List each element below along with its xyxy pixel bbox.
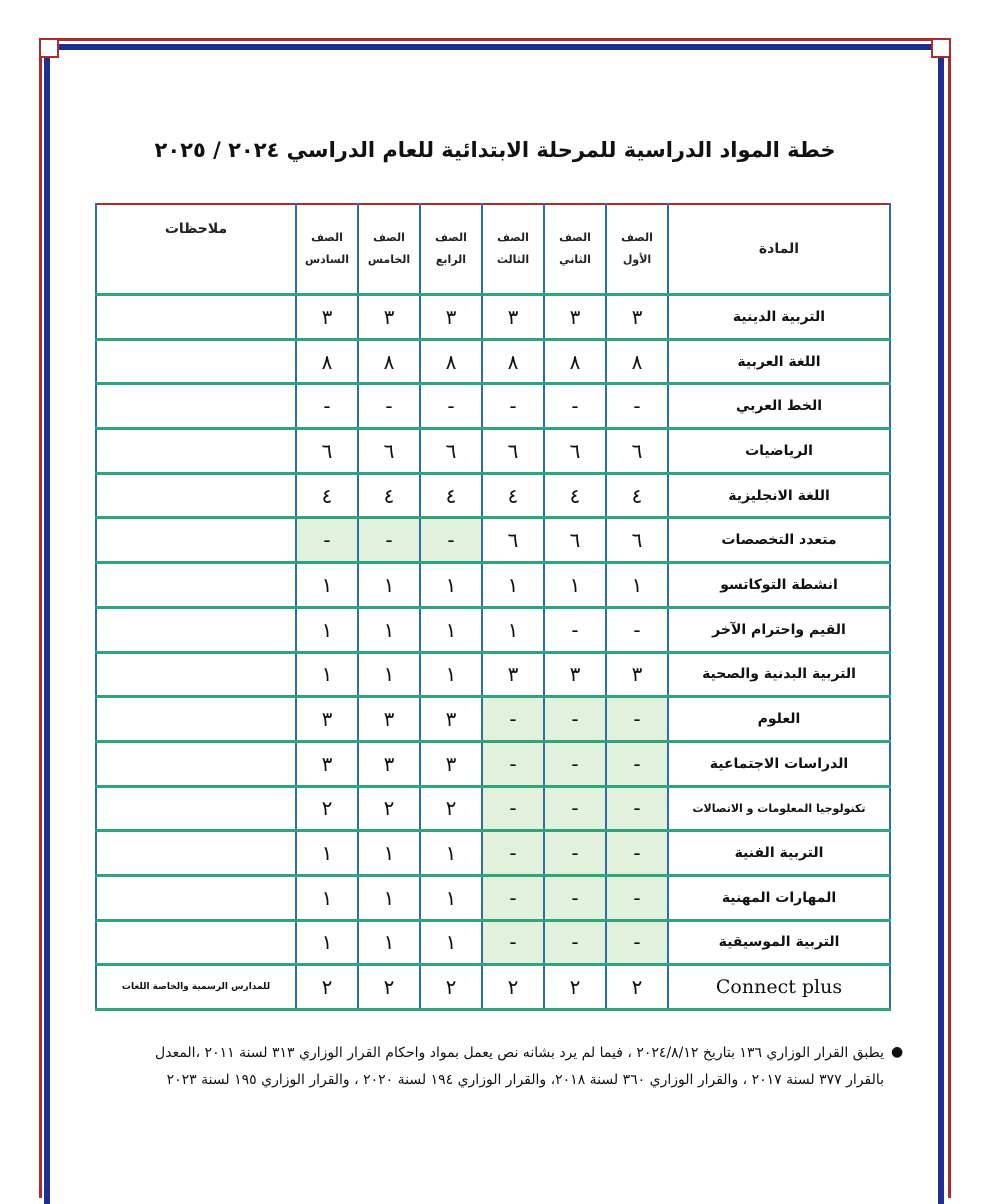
- hours-cell: ٣: [296, 697, 358, 742]
- hours-cell: ٦: [482, 429, 544, 474]
- hours-cell: ١: [358, 652, 420, 697]
- grade-2-header: الصف الثاني: [544, 204, 606, 295]
- hours-cell: -: [482, 697, 544, 742]
- notes-cell: [96, 875, 296, 920]
- hours-cell: ٣: [420, 697, 482, 742]
- hours-cell: ١: [358, 920, 420, 965]
- hours-cell: -: [482, 875, 544, 920]
- hours-cell: ٦: [606, 518, 668, 563]
- hours-cell: -: [544, 920, 606, 965]
- hours-cell: -: [296, 384, 358, 429]
- hours-cell: ١: [296, 875, 358, 920]
- hours-cell: ٤: [482, 473, 544, 518]
- hours-cell: ٢: [544, 965, 606, 1010]
- hours-cell: ٤: [606, 473, 668, 518]
- bullet-icon: ●: [891, 1044, 904, 1060]
- hours-cell: -: [358, 518, 420, 563]
- hours-cell: -: [420, 384, 482, 429]
- hours-cell: ١: [296, 831, 358, 876]
- subject-cell: التربية الموسيقية: [668, 920, 890, 965]
- hours-cell: ٨: [420, 339, 482, 384]
- table-row: [96, 786, 890, 831]
- hours-cell: ١: [420, 563, 482, 608]
- hours-cell: ٦: [606, 429, 668, 474]
- hours-cell: ٢: [606, 965, 668, 1010]
- hours-cell: ٣: [358, 295, 420, 340]
- notes-cell: [96, 518, 296, 563]
- table-row: [96, 965, 890, 1010]
- hours-cell: ٣: [606, 652, 668, 697]
- subject-cell: الخط العربي: [668, 384, 890, 429]
- hours-cell: ١: [420, 875, 482, 920]
- hours-cell: -: [544, 607, 606, 652]
- hours-cell: ٨: [296, 339, 358, 384]
- table-row: [96, 831, 890, 876]
- table-row: [96, 741, 890, 786]
- hours-cell: ١: [606, 563, 668, 608]
- subject-cell: التربية الدينية: [668, 295, 890, 340]
- hours-cell: ١: [358, 563, 420, 608]
- hours-cell: ٣: [544, 295, 606, 340]
- hours-cell: -: [482, 741, 544, 786]
- hours-cell: -: [482, 920, 544, 965]
- hours-cell: ٨: [358, 339, 420, 384]
- subject-cell: اللغة العربية: [668, 339, 890, 384]
- grade-5-header: الصف الخامس: [358, 204, 420, 295]
- footnote: [84, 1040, 884, 1094]
- notes-cell: [96, 741, 296, 786]
- hours-cell: -: [420, 518, 482, 563]
- hours-cell: ٦: [358, 429, 420, 474]
- hours-cell: -: [482, 831, 544, 876]
- hours-cell: ٦: [544, 518, 606, 563]
- footnote-line-2: بالقرار ٣٧٧ لسنة ٢٠١٧ ، والقرار الوزاري ٣٦٠ لسنة ٢٠١٨، والقرار الوزاري ١٩٤ لسنة ٢٠٢٠ ، والقرار الوزاري ١٩٥ لسنة ٢٠٢٣: [166, 1072, 884, 1088]
- hours-cell: ٢: [296, 786, 358, 831]
- hours-cell: ٣: [420, 741, 482, 786]
- grade-3-header: الصف الثالث: [482, 204, 544, 295]
- hours-cell: ١: [296, 920, 358, 965]
- hours-cell: ٣: [606, 295, 668, 340]
- hours-cell: ١: [420, 920, 482, 965]
- hours-cell: ٢: [358, 965, 420, 1010]
- hours-cell: -: [606, 786, 668, 831]
- notes-cell: [96, 563, 296, 608]
- notes-cell: [96, 429, 296, 474]
- hours-cell: ١: [420, 607, 482, 652]
- study-plan-table: [95, 203, 891, 1011]
- hours-cell: -: [606, 741, 668, 786]
- hours-cell: ٣: [482, 295, 544, 340]
- notes-cell: للمدارس الرسمية والخاصة اللغات: [96, 965, 296, 1010]
- table-row: [96, 920, 890, 965]
- hours-cell: ١: [296, 563, 358, 608]
- hours-cell: ١: [420, 831, 482, 876]
- table-row: [96, 697, 890, 742]
- hours-cell: ١: [358, 607, 420, 652]
- subject-cell: العلوم: [668, 697, 890, 742]
- table-header-row: [96, 204, 890, 295]
- table-row: [96, 473, 890, 518]
- notes-cell: [96, 295, 296, 340]
- hours-cell: ٣: [544, 652, 606, 697]
- hours-cell: -: [606, 831, 668, 876]
- notes-cell: [96, 607, 296, 652]
- hours-cell: -: [544, 786, 606, 831]
- corner-ornament-left: [39, 38, 59, 58]
- notes-cell: [96, 384, 296, 429]
- hours-cell: -: [358, 384, 420, 429]
- hours-cell: -: [482, 786, 544, 831]
- hours-cell: ٤: [544, 473, 606, 518]
- table-row: [96, 384, 890, 429]
- hours-cell: ١: [358, 831, 420, 876]
- hours-cell: -: [606, 384, 668, 429]
- hours-cell: ٣: [296, 295, 358, 340]
- table-row: [96, 875, 890, 920]
- subject-cell: Connect plus: [668, 965, 890, 1010]
- footnote-line-1: يطبق القرار الوزاري ١٣٦ بتاريخ ٢٠٢٤/٨/١٢ ، فيما لم يرد بشانه نص يعمل بمواد واحكام القرار الوزاري ٣١٣ لسنة ٢٠١١ ،المعدل: [155, 1045, 884, 1061]
- hours-cell: ٤: [420, 473, 482, 518]
- table-row: [96, 652, 890, 697]
- notes-cell: [96, 786, 296, 831]
- table-row: [96, 563, 890, 608]
- hours-cell: -: [606, 875, 668, 920]
- hours-cell: ٢: [420, 786, 482, 831]
- notes-cell: [96, 652, 296, 697]
- hours-cell: ١: [482, 563, 544, 608]
- notes-cell: [96, 473, 296, 518]
- subject-cell: الرياضيات: [668, 429, 890, 474]
- grade-6-header: الصف السادس: [296, 204, 358, 295]
- subject-cell: اللغة الانجليزية: [668, 473, 890, 518]
- table-row: [96, 295, 890, 340]
- subject-cell: القيم واحترام الآخر: [668, 607, 890, 652]
- subject-column-header: المادة: [668, 204, 890, 295]
- hours-cell: ٣: [296, 741, 358, 786]
- table-row: [96, 607, 890, 652]
- subject-cell: الدراسات الاجتماعية: [668, 741, 890, 786]
- hours-cell: -: [544, 697, 606, 742]
- hours-cell: ٣: [358, 697, 420, 742]
- subject-cell: تكنولوجيا المعلومات و الاتصالات: [668, 786, 890, 831]
- table-row: [96, 429, 890, 474]
- hours-cell: ٤: [358, 473, 420, 518]
- notes-cell: [96, 339, 296, 384]
- hours-cell: -: [544, 384, 606, 429]
- hours-cell: -: [544, 875, 606, 920]
- hours-cell: ١: [482, 607, 544, 652]
- hours-cell: ٢: [482, 965, 544, 1010]
- subject-cell: التربية البدنية والصحية: [668, 652, 890, 697]
- page-title: خطة المواد الدراسية للمرحلة الابتدائية للعام الدراسي ٢٠٢٤ / ٢٠٢٥: [154, 138, 836, 162]
- grade-1-header: الصف الأول: [606, 204, 668, 295]
- hours-cell: ٢: [358, 786, 420, 831]
- notes-cell: [96, 920, 296, 965]
- hours-cell: ٨: [606, 339, 668, 384]
- hours-cell: ٨: [544, 339, 606, 384]
- notes-cell: [96, 831, 296, 876]
- hours-cell: ٦: [296, 429, 358, 474]
- hours-cell: ١: [420, 652, 482, 697]
- hours-cell: -: [544, 741, 606, 786]
- hours-cell: -: [606, 920, 668, 965]
- notes-column-header: ملاحظات: [96, 204, 296, 295]
- notes-cell: [96, 697, 296, 742]
- hours-cell: ٨: [482, 339, 544, 384]
- subject-cell: متعدد التخصصات: [668, 518, 890, 563]
- hours-cell: ٦: [544, 429, 606, 474]
- hours-cell: -: [482, 384, 544, 429]
- hours-cell: ٦: [420, 429, 482, 474]
- hours-cell: -: [296, 518, 358, 563]
- hours-cell: ٣: [420, 295, 482, 340]
- hours-cell: ٦: [482, 518, 544, 563]
- hours-cell: ٣: [482, 652, 544, 697]
- table-row: [96, 339, 890, 384]
- hours-cell: ١: [358, 875, 420, 920]
- hours-cell: ١: [296, 652, 358, 697]
- hours-cell: ٢: [420, 965, 482, 1010]
- grade-4-header: الصف الرابع: [420, 204, 482, 295]
- hours-cell: ٤: [296, 473, 358, 518]
- hours-cell: -: [606, 607, 668, 652]
- hours-cell: ١: [296, 607, 358, 652]
- corner-ornament-right: [931, 38, 951, 58]
- hours-cell: ٢: [296, 965, 358, 1010]
- subject-cell: انشطة التوكاتسو: [668, 563, 890, 608]
- subject-cell: التربية الفنية: [668, 831, 890, 876]
- hours-cell: -: [544, 831, 606, 876]
- hours-cell: ١: [544, 563, 606, 608]
- hours-cell: -: [606, 697, 668, 742]
- hours-cell: ٣: [358, 741, 420, 786]
- table-row: [96, 518, 890, 563]
- subject-cell: المهارات المهنية: [668, 875, 890, 920]
